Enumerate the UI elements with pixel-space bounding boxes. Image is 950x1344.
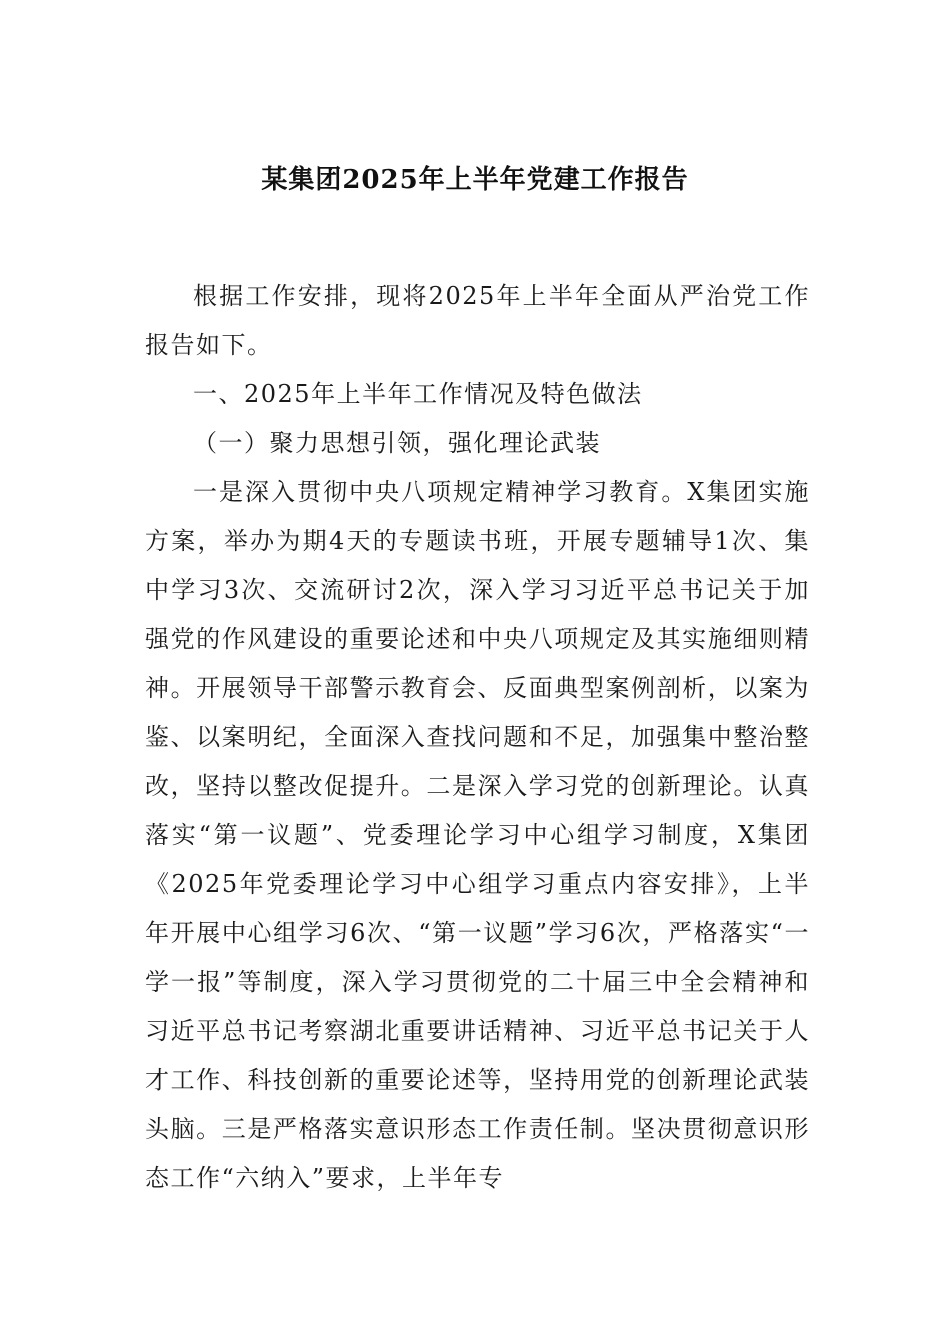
document-title: 某集团2025年上半年党建工作报告 — [261, 165, 689, 195]
section-heading: 一、2025年上半年工作情况及特色做法 — [193, 380, 643, 408]
paragraph-intro: 根据工作安排，现将2025年上半年全面从严治党工作报告如下。 — [145, 282, 810, 359]
document-body — [145, 272, 810, 1203]
subsection-heading: （一）聚力思想引领，强化理论武装 — [193, 429, 601, 457]
paragraph-body: 一是深入贯彻中央八项规定精神学习教育。X集团实施方案，举办为期4天的专题读书班，开展专题辅导1次、集中学习3次、交流研讨2次，深入学习习近平总书记关于加强党的作风建设的重要论述和中央八项规定及其实施细则精神。开展领导干部警示教育会、反面典型案例剖析，以案为鉴、以案明纪，全面深入查找问题和不足，加强集中整治整改，坚持以整改促提升。二是深入学习党的创新理论。认真落实“第一议题”、党委理论学习中心组学习制度，X集团《2025年党委理论学习中心组学习重点内容安排》，上半年开展中心组学习6次、“第一议题”学习6次，严格落实“一学一报”等制度，深入学习贯彻党的二十届三中全会精神和习近平总书记考察湖北重要讲话精神、习近平总书记关于人才工作、科技创新的重要论述等，坚持用党的创新理论武装头脑。三是严格落实意识形态工作责任制。坚决贯彻意识形态工作“六纳入”要求，上半年专 — [145, 478, 810, 1192]
